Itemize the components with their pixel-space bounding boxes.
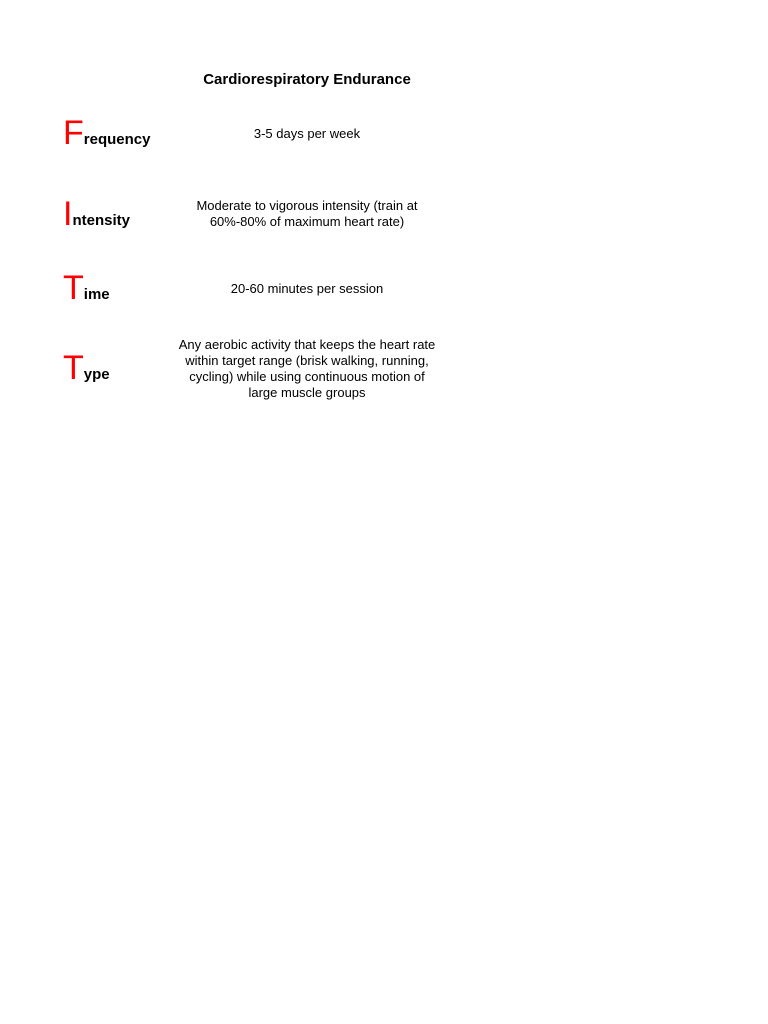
page-title: Cardiorespiratory Endurance bbox=[203, 71, 411, 88]
term-rest: requency bbox=[83, 131, 151, 148]
description-time: 20-60 minutes per session bbox=[230, 281, 384, 296]
term-frequency bbox=[63, 116, 150, 150]
term-intensity bbox=[63, 197, 130, 231]
description-frequency: 3-5 days per week bbox=[253, 126, 361, 141]
term-type bbox=[63, 351, 110, 385]
description-intensity: Moderate to vigorous intensity (train at 60%-80% of maximum heart rate) bbox=[196, 198, 418, 229]
description-type: Any aerobic activity that keeps the heart rate within target range (brisk walking, running, cycling) while using continuous motion of large muscle groups bbox=[178, 337, 436, 400]
term-rest: ype bbox=[83, 366, 110, 383]
term-initial: F bbox=[63, 114, 84, 152]
term-initial: T bbox=[63, 349, 84, 387]
term-initial: I bbox=[63, 195, 73, 233]
term-rest: ime bbox=[83, 286, 110, 303]
term-initial: T bbox=[63, 269, 84, 307]
term-time bbox=[63, 271, 110, 305]
term-rest: ntensity bbox=[72, 212, 130, 229]
